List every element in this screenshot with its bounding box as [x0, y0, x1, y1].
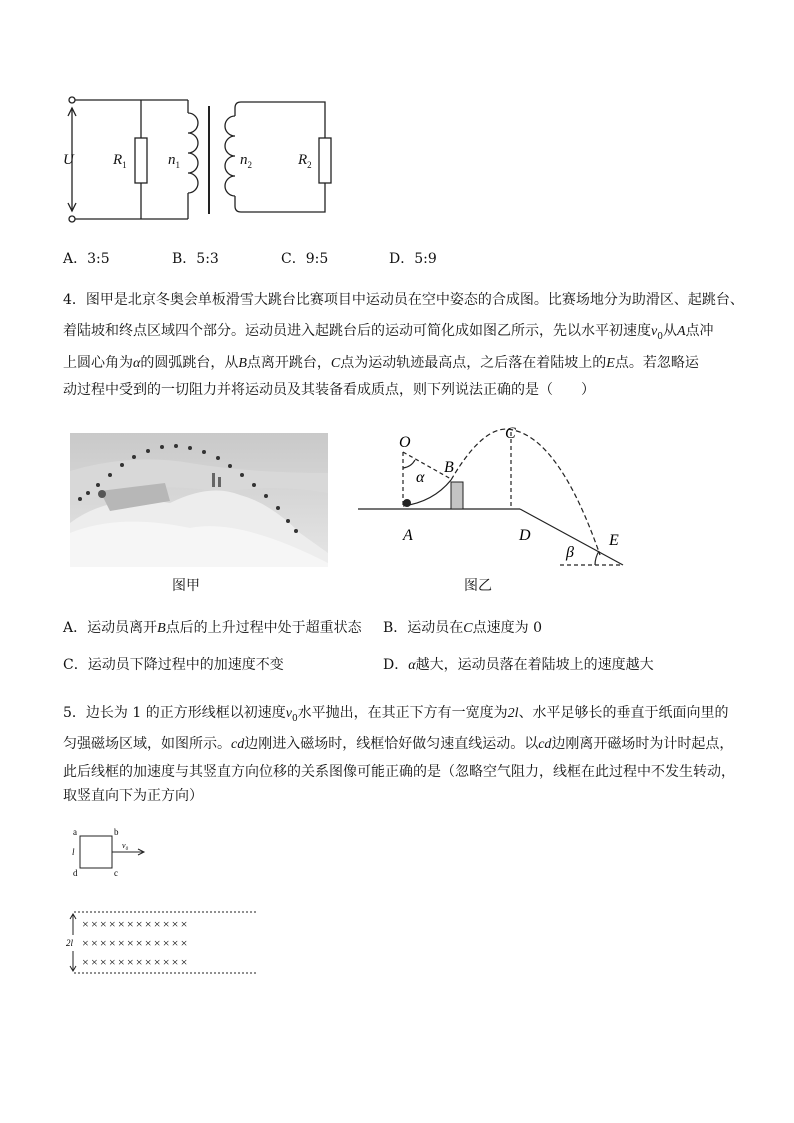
diagram-label-beta: β [566, 544, 574, 561]
diagram-label-o: O [399, 434, 411, 451]
caption-diagram: 图乙 [464, 578, 492, 594]
ski-jump-photo [70, 433, 328, 567]
label-r2: $R_2$ [298, 152, 312, 170]
field-row-1: ×××××××××××× [82, 917, 190, 931]
q3-option-b[interactable]: B．5:3 [172, 251, 219, 267]
q5-line-1: 5．边长为 1 的正方形线框以初速度$v_0$水平抛出，在其正下方有一宽度为2l、水平足够长的垂直于纸面向里的 [63, 705, 729, 724]
label-n2: $n_2$ [240, 152, 252, 170]
field-row-2: ×××××××××××× [82, 936, 190, 950]
q3-option-d[interactable]: D．5:9 [389, 251, 437, 267]
q4-line-3: 上圆心角为α的圆弧跳台，从B点离开跳台，C点为运动轨迹最高点，之后落在着陆坡上的E点。若忽略运 [63, 355, 699, 371]
label-n1: $n_1$ [168, 152, 180, 170]
square-frame-figure [64, 826, 164, 881]
field-row-3: ×××××××××××× [82, 955, 190, 969]
velocity-label: $v_0$ [122, 841, 129, 852]
q5-line-3: 此后线框的加速度与其竖直方向位移的关系图像可能正确的是（忽略空气阻力，线框在此过程中不发生转动， [63, 764, 735, 780]
q3-option-c[interactable]: C．9:5 [281, 251, 329, 267]
field-width-label: 2l [66, 938, 74, 948]
q4-option-c[interactable]: C．运动员下降过程中的加速度不变 [63, 657, 284, 673]
q4-option-d[interactable]: D．α越大，运动员落在着陆坡上的速度越大 [383, 657, 654, 673]
trajectory-diagram [355, 420, 635, 570]
corner-b: b [114, 827, 119, 837]
diagram-label-d: D [519, 527, 531, 544]
corner-d: d [73, 868, 78, 878]
label-r1: $R_1$ [113, 152, 127, 170]
diagram-label-a: A [403, 527, 413, 544]
q3-option-a[interactable]: A．3:5 [63, 251, 110, 267]
q4-option-a[interactable]: A．运动员离开B点后的上升过程中处于超重状态 [63, 620, 362, 636]
diagram-label-c: C [505, 425, 516, 442]
q4-line-2: 着陆坡和终点区域四个部分。运动员进入起跳台后的运动可简化成如图乙所示，先以水平初速度$v_0$从A点冲 [63, 323, 714, 342]
side-l: l [72, 847, 75, 857]
caption-photo: 图甲 [172, 578, 200, 594]
q4-line-1: 4．图甲是北京冬奥会单板滑雪大跳台比赛项目中运动员在空中姿态的合成图。比赛场地分为助滑区、起跳台、 [63, 292, 744, 308]
corner-c: c [114, 868, 118, 878]
magnetic-field-figure [64, 905, 264, 980]
q4-line-4: 动过程中受到的一切阻力并将运动员及其装备看成质点，则下列说法正确的是（ ） [63, 382, 595, 398]
q5-line-2: 匀强磁场区域，如图所示。cd边刚进入磁场时，线框恰好做匀速直线运动。以cd边刚离开磁场时为计时起点， [63, 736, 734, 752]
diagram-label-alpha: α [416, 469, 425, 486]
corner-a: a [73, 827, 77, 837]
diagram-label-e: E [609, 532, 619, 549]
q5-line-4: 取竖直向下为正方向） [63, 788, 203, 804]
diagram-label-b: B [444, 459, 454, 476]
q4-option-b[interactable]: B．运动员在C点速度为 0 [383, 620, 542, 636]
label-u: U [63, 152, 74, 168]
